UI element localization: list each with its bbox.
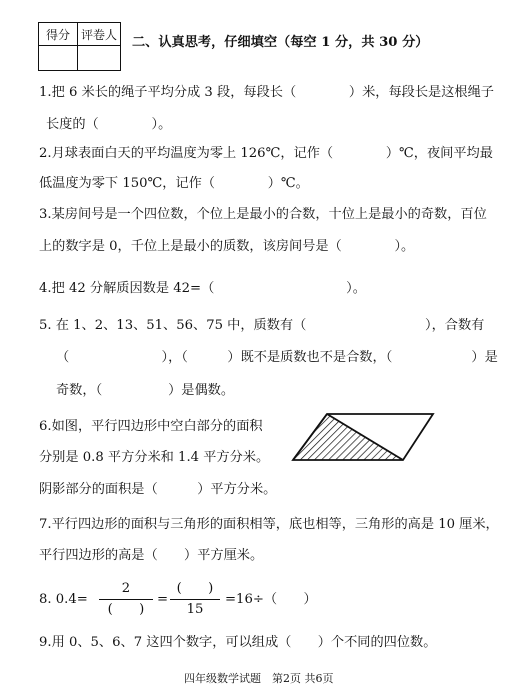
question-3-line-1: 3.某房间号是一个四位数，个位上是最小的合数，十位上是最小的奇数，百位	[39, 207, 487, 222]
question-9: 9.用 0、5、6、7 这四个数字，可以组成（ ）个不同的四位数。	[39, 635, 437, 650]
question-6-line-3: 阴影部分的面积是（ ）平方分米。	[39, 482, 277, 497]
fraction-2-line	[170, 599, 220, 600]
question-8-equals: =	[157, 592, 169, 607]
question-2-line-2: 低温度为零下 150℃，记作（ ）℃。	[39, 176, 309, 191]
fraction-1-line	[99, 599, 153, 600]
parallelogram-figure	[286, 410, 438, 466]
question-6-line-2: 分别是 0.8 平方分米和 1.4 平方分米。	[39, 450, 270, 465]
question-7-line-2: 平行四边形的高是（ ）平方厘米。	[39, 548, 264, 563]
question-2-line-1: 2.月球表面白天的平均温度为零上 126℃，记作（ ）℃，夜间平均最	[39, 146, 493, 161]
grader-cell[interactable]	[78, 46, 121, 71]
question-5-line-3: 奇数，（ ）是偶数。	[56, 383, 235, 398]
question-5-line-1: 5. 在 1、2、13、51、56、75 中，质数有（ ），合数有	[39, 318, 485, 333]
question-4: 4.把 42 分解质因数是 42=（ ）。	[39, 281, 366, 296]
question-8-suffix: =16÷（ ）	[225, 592, 317, 607]
fraction-2-denominator: 15	[186, 602, 204, 617]
question-1-line-2: 长度的（ ）。	[46, 117, 172, 132]
grader-header: 评卷人	[78, 23, 121, 46]
score-cell[interactable]	[39, 46, 78, 71]
fraction-1-denominator: ( )	[107, 602, 145, 617]
question-5-line-2: （ ），（ ）既不是质数也不是合数，（ ）是	[56, 350, 498, 365]
question-7-line-1: 7.平行四边形的面积与三角形的面积相等，底也相等，三角形的高是 10 厘米，	[39, 517, 499, 532]
question-8-prefix: 8. 0.4=	[39, 592, 88, 607]
question-1-line-1: 1.把 6 米长的绳子平均分成 3 段，每段长（ ）米，每段长是这根绳子	[39, 85, 494, 100]
fraction-1-numerator: 2	[121, 581, 131, 596]
question-6-line-1: 6.如图，平行四边形中空白部分的面积	[39, 419, 263, 434]
question-3-line-2: 上的数字是 0，千位上是最小的质数，该房间号是（ ）。	[39, 239, 415, 254]
fraction-2-numerator: ( )	[176, 581, 214, 596]
section-title: 二、认真思考，仔细填空（每空 1 分，共 30 分）	[132, 35, 429, 50]
page-footer: 四年级数学试题 第2页 共6页	[184, 672, 334, 685]
score-table	[38, 22, 121, 71]
score-header: 得分	[39, 23, 78, 46]
